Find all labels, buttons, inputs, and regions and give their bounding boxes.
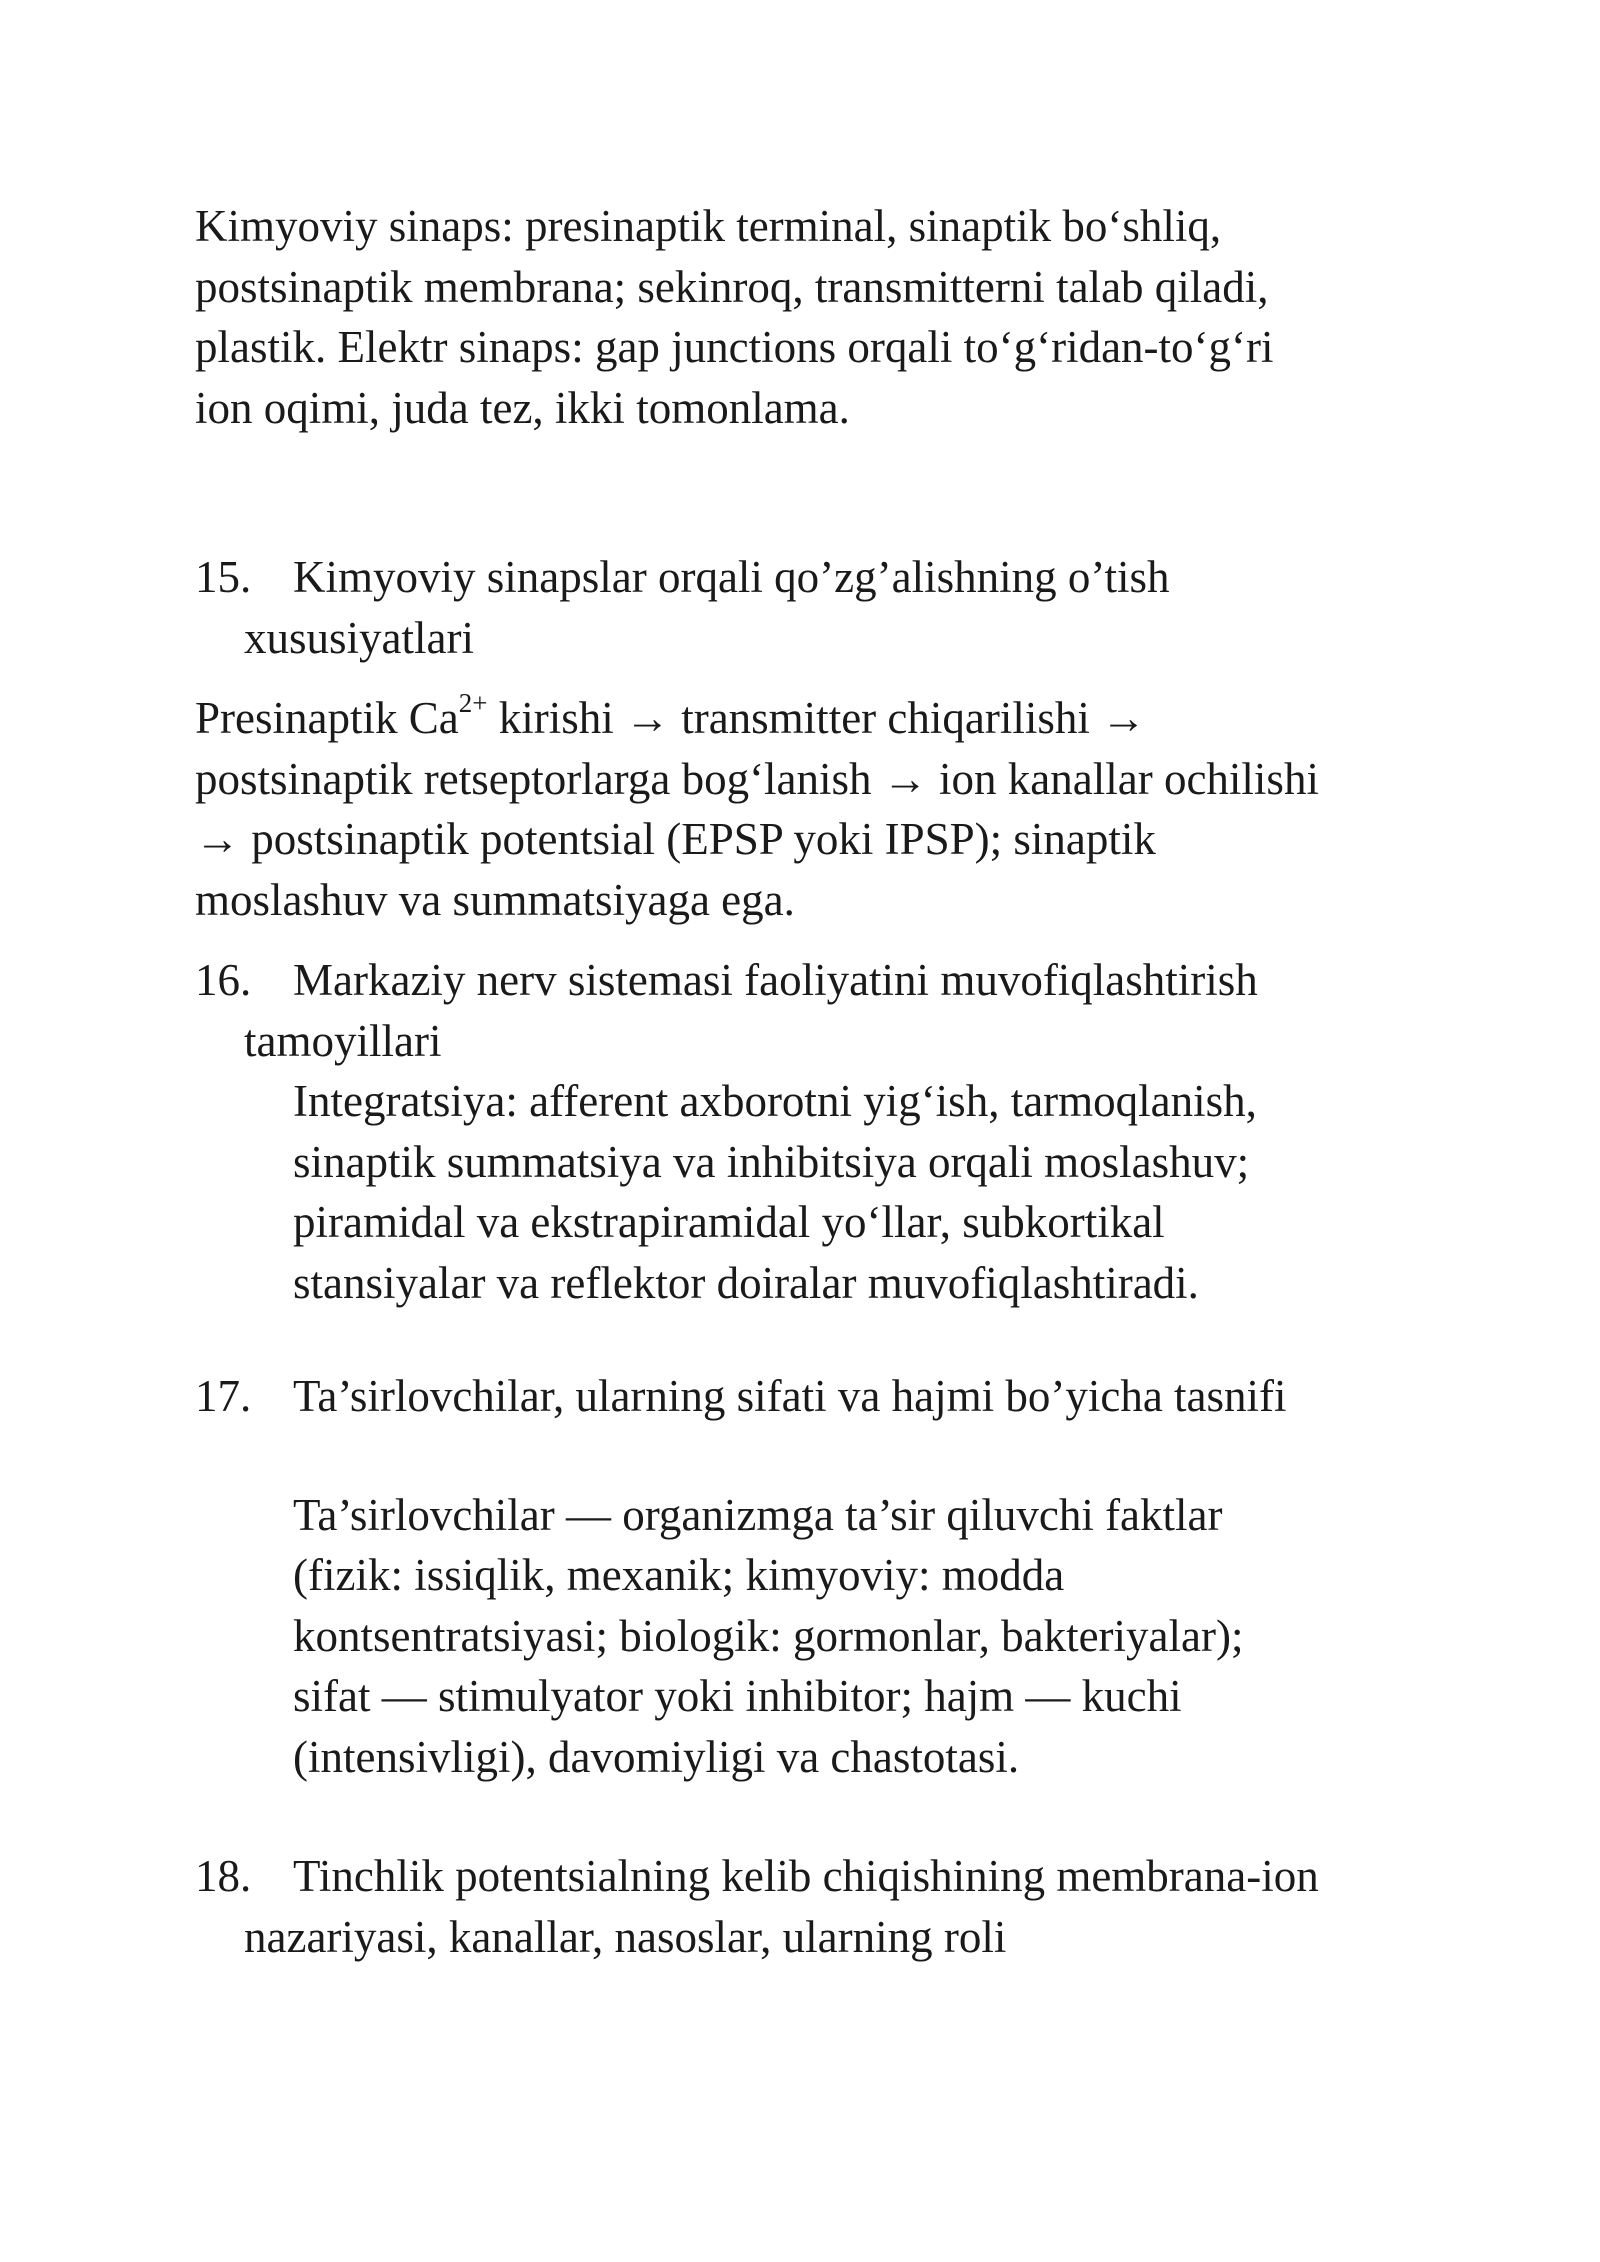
question-title	[293, 1366, 1400, 1427]
text-line: ion oqimi, juda tez, ikki tomonlama.	[195, 382, 850, 433]
text-line: kontsentratsiyasi; biologik: gormonlar, bakteriyalar);	[293, 1610, 1244, 1661]
answer-17	[195, 1485, 1400, 1788]
question-title	[244, 950, 1400, 1071]
question-title-line: Markaziy nerv sistemasi faoliyatini muvofiqlashtirish	[293, 955, 1258, 1005]
text-line: piramidal va ekstrapiramidal yo‘llar, subkortikal	[293, 1197, 1165, 1247]
question-title-line: Tinchlik potentsialning kelib chiqishining membrana-ion	[293, 1851, 1319, 1901]
text-line	[195, 688, 1400, 749]
text-line: Kimyoviy sinaps: presinaptik terminal, sinaptik bo‘shliq,	[195, 201, 1222, 251]
question-15-heading	[195, 547, 1400, 668]
question-17-heading	[195, 1366, 1400, 1427]
text-line: sifat — stimulyator yoki inhibitor; hajm — kuchi	[293, 1671, 1182, 1721]
text-fragment: Presinaptik Ca	[195, 693, 459, 743]
question-title-line: nazariyasi, kanallar, nasoslar, ularning roli	[244, 1911, 1007, 1962]
question-16-heading	[195, 950, 1400, 1071]
answer-15	[195, 688, 1400, 930]
text-line: plastik. Elektr sinaps: gap junctions orqali to‘g‘ridan-to‘g‘ri	[195, 322, 1274, 372]
question-number: 16.	[195, 955, 252, 1005]
question-title-line: Kimyoviy sinapslar orqali qo’zg’alishning o’tish	[293, 552, 1170, 602]
text-line: postsinaptik retseptorlarga bog‘lanish → ion kanallar ochilishi	[195, 753, 1319, 804]
text-line: moslashuv va summatsiyaga ega.	[195, 874, 795, 925]
question-title	[244, 547, 1400, 668]
intro-paragraph	[195, 196, 1400, 438]
text-line: Integratsiya: afferent axborotni yig‘ish, tarmoqlanish,	[293, 1076, 1257, 1126]
question-title-line: Ta’sirlovchilar, ularning sifati va hajmi bo’yicha tasnifi	[293, 1371, 1287, 1421]
text-fragment: kirishi → transmitter chiqarilishi →	[487, 693, 1147, 743]
text-line: sinaptik summatsiya va inhibitsiya orqali moslashuv;	[293, 1136, 1250, 1187]
text-line: Ta’sirlovchilar — organizmga ta’sir qiluvchi faktlar	[293, 1489, 1223, 1540]
text-line: postsinaptik membrana; sekinroq, transmitterni talab qiladi,	[195, 261, 1269, 312]
question-number: 15.	[195, 552, 252, 602]
question-18-heading	[195, 1846, 1400, 1967]
text-line: stansiyalar va reflektor doiralar muvofiqlashtiradi.	[293, 1257, 1199, 1308]
text-line: (intensivligi), davomiyligi va chastotasi.	[293, 1731, 1020, 1782]
question-number: 17.	[195, 1371, 252, 1421]
question-title	[244, 1846, 1400, 1967]
answer-16	[195, 1071, 1400, 1313]
question-number: 18.	[195, 1851, 252, 1901]
question-title-line: tamoyillari	[244, 1015, 442, 1066]
text-line: (fizik: issiqlik, mexanik; kimyoviy: modda	[293, 1550, 1065, 1600]
text-line: → postsinaptik potentsial (EPSP yoki IPSP); sinaptik	[195, 814, 1156, 864]
superscript: 2+	[458, 687, 488, 718]
question-title-line: xususiyatlari	[244, 612, 474, 663]
